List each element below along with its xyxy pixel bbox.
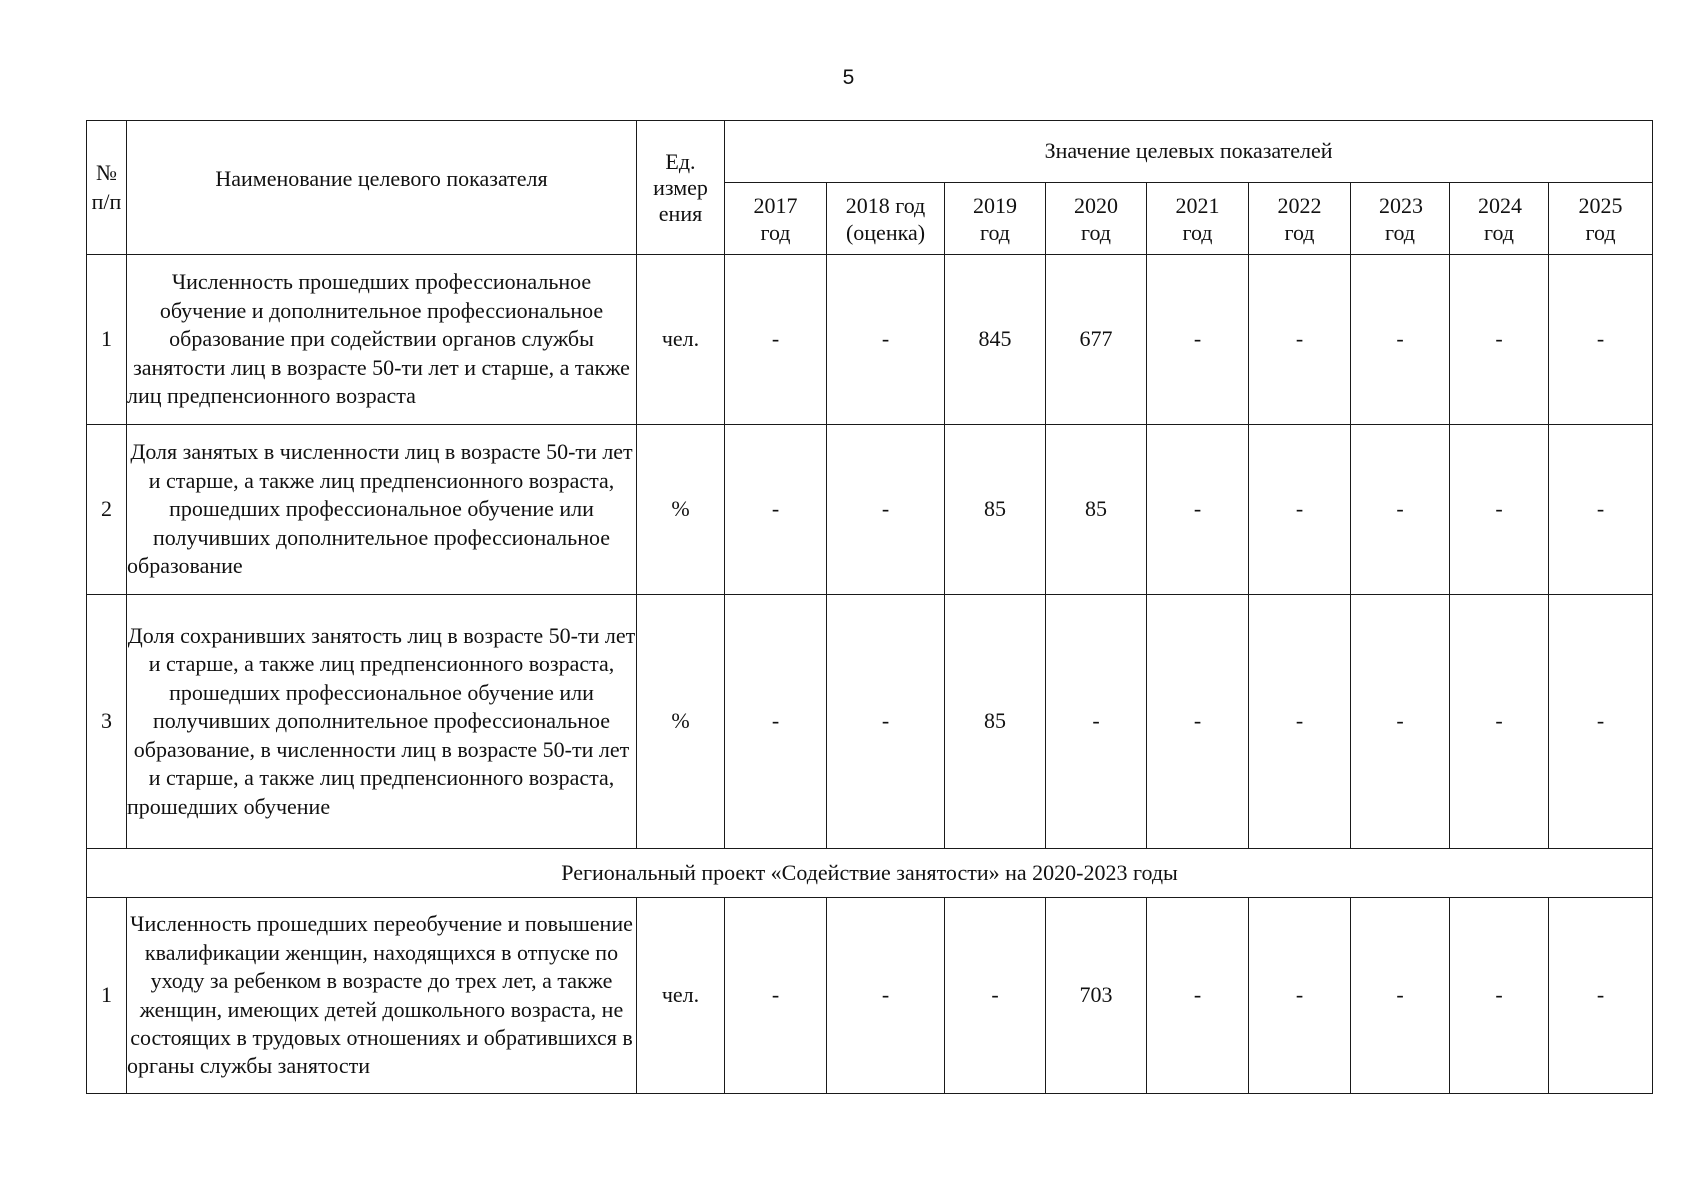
value-cell: - (1549, 425, 1653, 595)
value-cell: - (1450, 595, 1549, 849)
value-cell: 85 (1046, 425, 1147, 595)
unit-cell: % (637, 425, 725, 595)
table-header (87, 121, 1653, 255)
header-values-group: Значение целевых показателей (725, 121, 1653, 183)
value-cell: - (1147, 595, 1249, 849)
value-cell: - (725, 898, 827, 1094)
section-row (87, 849, 1653, 898)
value-cell: 677 (1046, 255, 1147, 425)
header-name: Наименование целевого показателя (127, 121, 637, 255)
value-cell: - (1249, 898, 1351, 1094)
unit-cell: чел. (637, 255, 725, 425)
value-cell: - (1450, 898, 1549, 1094)
header-year: 2017 год (725, 183, 827, 255)
value-cell: - (1249, 425, 1351, 595)
value-cell: - (1351, 425, 1450, 595)
value-cell: - (1249, 255, 1351, 425)
value-cell: - (1450, 425, 1549, 595)
value-cell: - (827, 595, 945, 849)
header-year: 2019 год (945, 183, 1046, 255)
value-cell: - (725, 255, 827, 425)
indicators-table (86, 120, 1653, 1094)
header-unit: Ед. измер ения (637, 121, 725, 255)
value-cell: - (725, 595, 827, 849)
table-row (87, 898, 1653, 1094)
value-cell: - (1249, 595, 1351, 849)
unit-cell: % (637, 595, 725, 849)
value-cell: 85 (945, 595, 1046, 849)
header-year: 2025 год (1549, 183, 1653, 255)
row-number: 1 (87, 898, 127, 1094)
row-number: 3 (87, 595, 127, 849)
value-cell: - (945, 898, 1046, 1094)
value-cell: - (1046, 595, 1147, 849)
value-cell: - (1147, 425, 1249, 595)
row-number: 2 (87, 425, 127, 595)
table-row (87, 425, 1653, 595)
indicator-name: Численность прошедших профессиональное обучение и дополнительное профессиональное образование при содействии органов службы занятости лиц в возрасте 50-ти лет и старше, а также лиц предпенсионного возраста (127, 255, 637, 425)
table-row (87, 255, 1653, 425)
header-year: 2023 год (1351, 183, 1450, 255)
value-cell: - (725, 425, 827, 595)
value-cell: - (1450, 255, 1549, 425)
value-cell: - (1147, 255, 1249, 425)
value-cell: - (827, 255, 945, 425)
value-cell: - (1549, 255, 1653, 425)
value-cell: - (827, 898, 945, 1094)
value-cell: - (1549, 595, 1653, 849)
indicator-name: Доля сохранивших занятость лиц в возрасте 50-ти лет и старше, а также лиц предпенсионного возраста, прошедших профессиональное обучение или получивших дополнительное профессиональное образование, в численности лиц в возрасте 50-ти лет и старше, а также лиц предпенсионного возраста, прошедших обучение (127, 595, 637, 849)
indicator-name: Доля занятых в численности лиц в возрасте 50-ти лет и старше, а также лиц предпенсионного возраста, прошедших профессиональное обучение или получивших дополнительное профессиональное образование (127, 425, 637, 595)
value-cell: - (827, 425, 945, 595)
row-number: 1 (87, 255, 127, 425)
value-cell: - (1351, 898, 1450, 1094)
value-cell: 703 (1046, 898, 1147, 1094)
header-year: 2024 год (1450, 183, 1549, 255)
page-number: 5 (842, 66, 855, 89)
header-year: 2022 год (1249, 183, 1351, 255)
indicator-name: Численность прошедших переобучение и повышение квалификации женщин, находящихся в отпуске по уходу за ребенком в возрасте до трех лет, а также женщин, имеющих детей дошкольного возраста, не состоящих в трудовых отношениях и обратившихся в органы службы занятости (127, 898, 637, 1094)
header-year: 2020 год (1046, 183, 1147, 255)
section-title: Региональный проект «Содействие занятости» на 2020-2023 годы (87, 849, 1653, 898)
value-cell: - (1351, 595, 1450, 849)
header-year: 2021 год (1147, 183, 1249, 255)
value-cell: 845 (945, 255, 1046, 425)
header-no: № п/п (87, 121, 127, 255)
header-year: 2018 год (оценка) (827, 183, 945, 255)
value-cell: 85 (945, 425, 1046, 595)
unit-cell: чел. (637, 898, 725, 1094)
table-row (87, 595, 1653, 849)
value-cell: - (1351, 255, 1450, 425)
value-cell: - (1549, 898, 1653, 1094)
value-cell: - (1147, 898, 1249, 1094)
